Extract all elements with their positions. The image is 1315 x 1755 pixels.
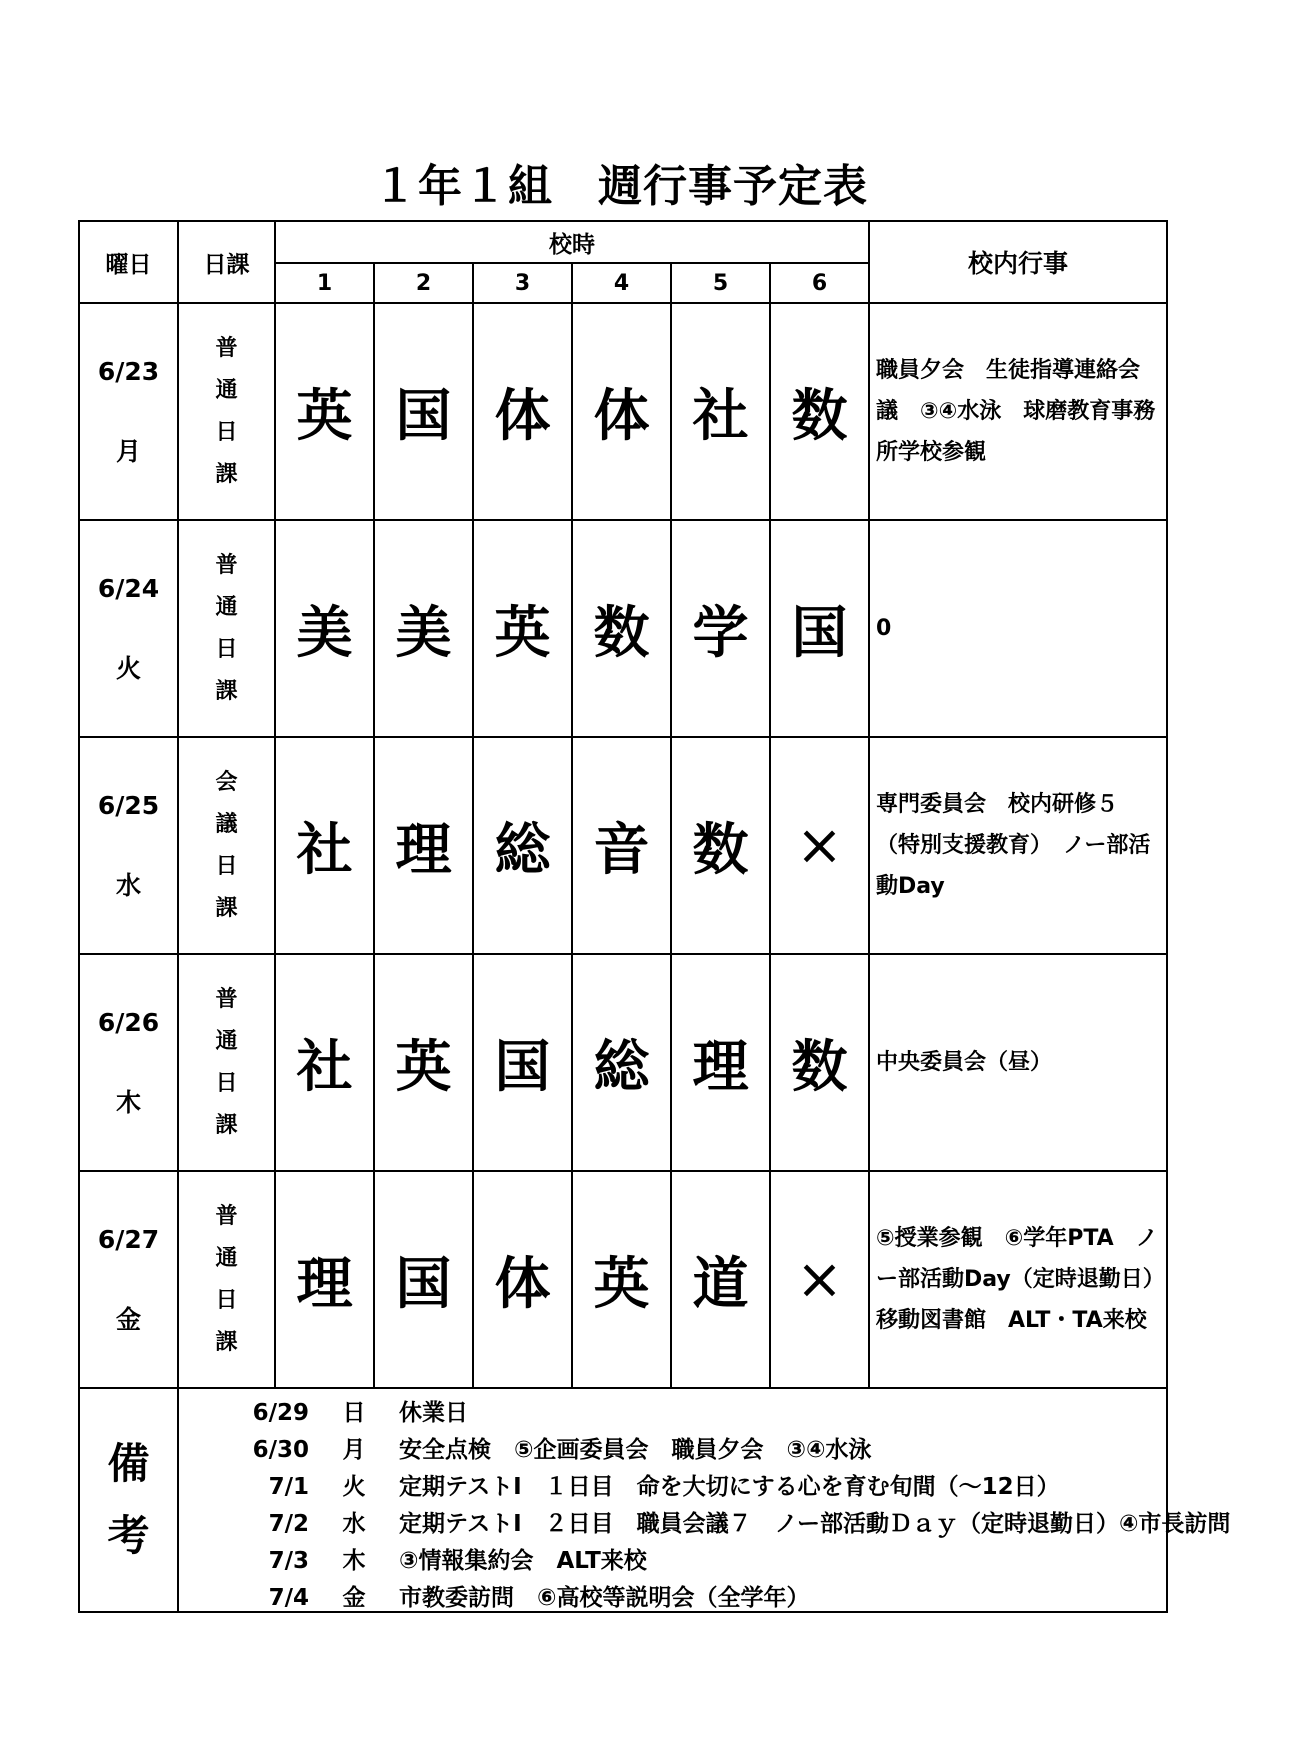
note-text: ③情報集約会 ALT来校 [399, 1548, 647, 1574]
day-schedule-type [178, 520, 275, 737]
subject-cell: 総 [473, 737, 572, 954]
day-date-cell [79, 303, 178, 520]
header-schedule: 日課 [178, 221, 275, 303]
note-text: 定期テストⅠ ２日目 職員会議７ ノー部活動Ｄａｙ（定時退勤日）④市長訪問 [399, 1511, 1231, 1537]
day-date: 6/25 [97, 790, 160, 820]
schedule-type-char: 課 [215, 1112, 238, 1138]
subject-cell: 音 [572, 737, 671, 954]
subject-cell: 理 [275, 1171, 374, 1388]
subject-cell: 数 [770, 954, 869, 1171]
day-date: 6/26 [97, 1007, 160, 1037]
schedule-type-char: 議 [215, 811, 238, 837]
school-events-cell: 職員夕会 生徒指導連絡会議 ③④水泳 球磨教育事務所学校参観 [869, 303, 1167, 520]
subject-cell: 数 [572, 520, 671, 737]
note-line [215, 1395, 1315, 1432]
day-row [79, 737, 1167, 954]
schedule-type-char: 普 [215, 986, 238, 1012]
header-weekday: 曜日 [79, 221, 178, 303]
school-events-cell: 中央委員会（昼） [869, 954, 1167, 1171]
schedule-type-char: 通 [215, 1245, 238, 1271]
subject-cell: 国 [770, 520, 869, 737]
note-line [215, 1469, 1315, 1506]
note-text: 安全点検 ⑤企画委員会 職員夕会 ③④水泳 [399, 1437, 872, 1463]
day-row [79, 954, 1167, 1171]
schedule-type-char: 日 [215, 1070, 238, 1096]
header-events: 校内行事 [869, 221, 1167, 303]
schedule-type-char: 課 [215, 1329, 238, 1355]
subject-cell: 国 [374, 1171, 473, 1388]
note-text: 休業日 [399, 1400, 468, 1426]
subject-cell: 数 [671, 737, 770, 954]
day-date: 6/23 [97, 356, 160, 386]
note-text: 定期テストⅠ １日目 命を大切にする心を育む旬間（～12日） [399, 1474, 1060, 1500]
subject-cell: 体 [572, 303, 671, 520]
schedule-type-char: 日 [215, 853, 238, 879]
weekly-schedule-table [78, 220, 1231, 1613]
schedule-type-char: 通 [215, 1028, 238, 1054]
subject-cell: 国 [374, 303, 473, 520]
subject-cell: 体 [473, 1171, 572, 1388]
note-date: 6/29 [252, 1400, 309, 1426]
subject-cell: 総 [572, 954, 671, 1171]
schedule-type-char: 課 [215, 461, 238, 487]
day-weekday: 木 [115, 1087, 141, 1117]
subject-cell: 社 [671, 303, 770, 520]
day-schedule-type [178, 303, 275, 520]
schedule-type-char: 日 [215, 1287, 238, 1313]
schedule-type-char: 課 [215, 678, 238, 704]
notes-title-char: 備 [107, 1439, 150, 1488]
schedule-type-char: 普 [215, 335, 238, 361]
note-text: 市教委訪問 ⑥高校等説明会（全学年） [399, 1585, 810, 1611]
notes-body [178, 1388, 1231, 1612]
day-date: 6/24 [97, 573, 160, 603]
note-weekday: 木 [342, 1548, 366, 1574]
day-weekday: 火 [115, 653, 141, 683]
schedule-type-char: 普 [215, 552, 238, 578]
subject-cell: 美 [374, 520, 473, 737]
subject-cell: 体 [473, 303, 572, 520]
day-date-cell [79, 1171, 178, 1388]
school-events-cell: 0 [869, 520, 1167, 737]
day-date: 6/27 [97, 1224, 160, 1254]
subject-cell: 国 [473, 954, 572, 1171]
schedule-type-char: 日 [215, 636, 238, 662]
header-period-6: 6 [770, 263, 869, 303]
header-period-1: 1 [275, 263, 374, 303]
subject-cell: × [770, 737, 869, 954]
day-date-cell [79, 954, 178, 1171]
day-date-cell [79, 737, 178, 954]
note-line [215, 1580, 1315, 1617]
note-line [215, 1506, 1315, 1543]
notes-row [79, 1388, 1167, 1612]
day-row [79, 1171, 1167, 1388]
subject-cell: 社 [275, 954, 374, 1171]
note-date: 7/1 [268, 1474, 309, 1500]
subject-cell: 英 [374, 954, 473, 1171]
note-weekday: 日 [342, 1400, 366, 1426]
day-schedule-type [178, 954, 275, 1171]
note-line [215, 1543, 1315, 1580]
subject-cell: 数 [770, 303, 869, 520]
header-period-3: 3 [473, 263, 572, 303]
subject-cell: 英 [572, 1171, 671, 1388]
note-date: 7/4 [268, 1585, 309, 1611]
note-date: 7/2 [268, 1511, 309, 1537]
day-weekday: 水 [115, 870, 141, 900]
day-weekday: 金 [115, 1304, 141, 1334]
note-weekday: 火 [342, 1474, 366, 1500]
subject-cell: 英 [275, 303, 374, 520]
schedule-type-char: 普 [215, 1203, 238, 1229]
day-row [79, 303, 1167, 520]
day-schedule-type [178, 1171, 275, 1388]
header-period-2: 2 [374, 263, 473, 303]
note-weekday: 水 [342, 1511, 366, 1537]
schedule-type-char: 日 [215, 419, 238, 445]
day-weekday: 月 [115, 436, 141, 466]
header-period-4: 4 [572, 263, 671, 303]
notes-title [79, 1388, 178, 1612]
subject-cell: 理 [671, 954, 770, 1171]
day-schedule-type [178, 737, 275, 954]
subject-cell: 英 [473, 520, 572, 737]
day-date-cell [79, 520, 178, 737]
note-line [215, 1432, 1315, 1469]
school-events-cell: 専門委員会 校内研修５（特別支援教育） ノー部活動Day [869, 737, 1167, 954]
schedule-type-char: 通 [215, 377, 238, 403]
note-weekday: 金 [342, 1585, 366, 1611]
header-period-5: 5 [671, 263, 770, 303]
note-date: 6/30 [252, 1437, 309, 1463]
subject-cell: 社 [275, 737, 374, 954]
subject-cell: 道 [671, 1171, 770, 1388]
header-periods-group: 校時 [275, 221, 869, 263]
school-events-cell: ⑤授業参観 ⑥学年PTA ノー部活動Day（定時退勤日） 移動図書館 ALT・TA来校 [869, 1171, 1167, 1388]
subject-cell: 美 [275, 520, 374, 737]
subject-cell: × [770, 1171, 869, 1388]
subject-cell: 理 [374, 737, 473, 954]
notes-title-char: 考 [107, 1511, 150, 1560]
note-date: 7/3 [268, 1548, 309, 1574]
day-row [79, 520, 1167, 737]
schedule-type-char: 通 [215, 594, 238, 620]
schedule-type-char: 課 [215, 895, 238, 921]
page-title: １年１組 週行事予定表 [373, 161, 868, 212]
subject-cell: 学 [671, 520, 770, 737]
note-weekday: 月 [342, 1437, 366, 1463]
schedule-type-char: 会 [215, 769, 238, 795]
